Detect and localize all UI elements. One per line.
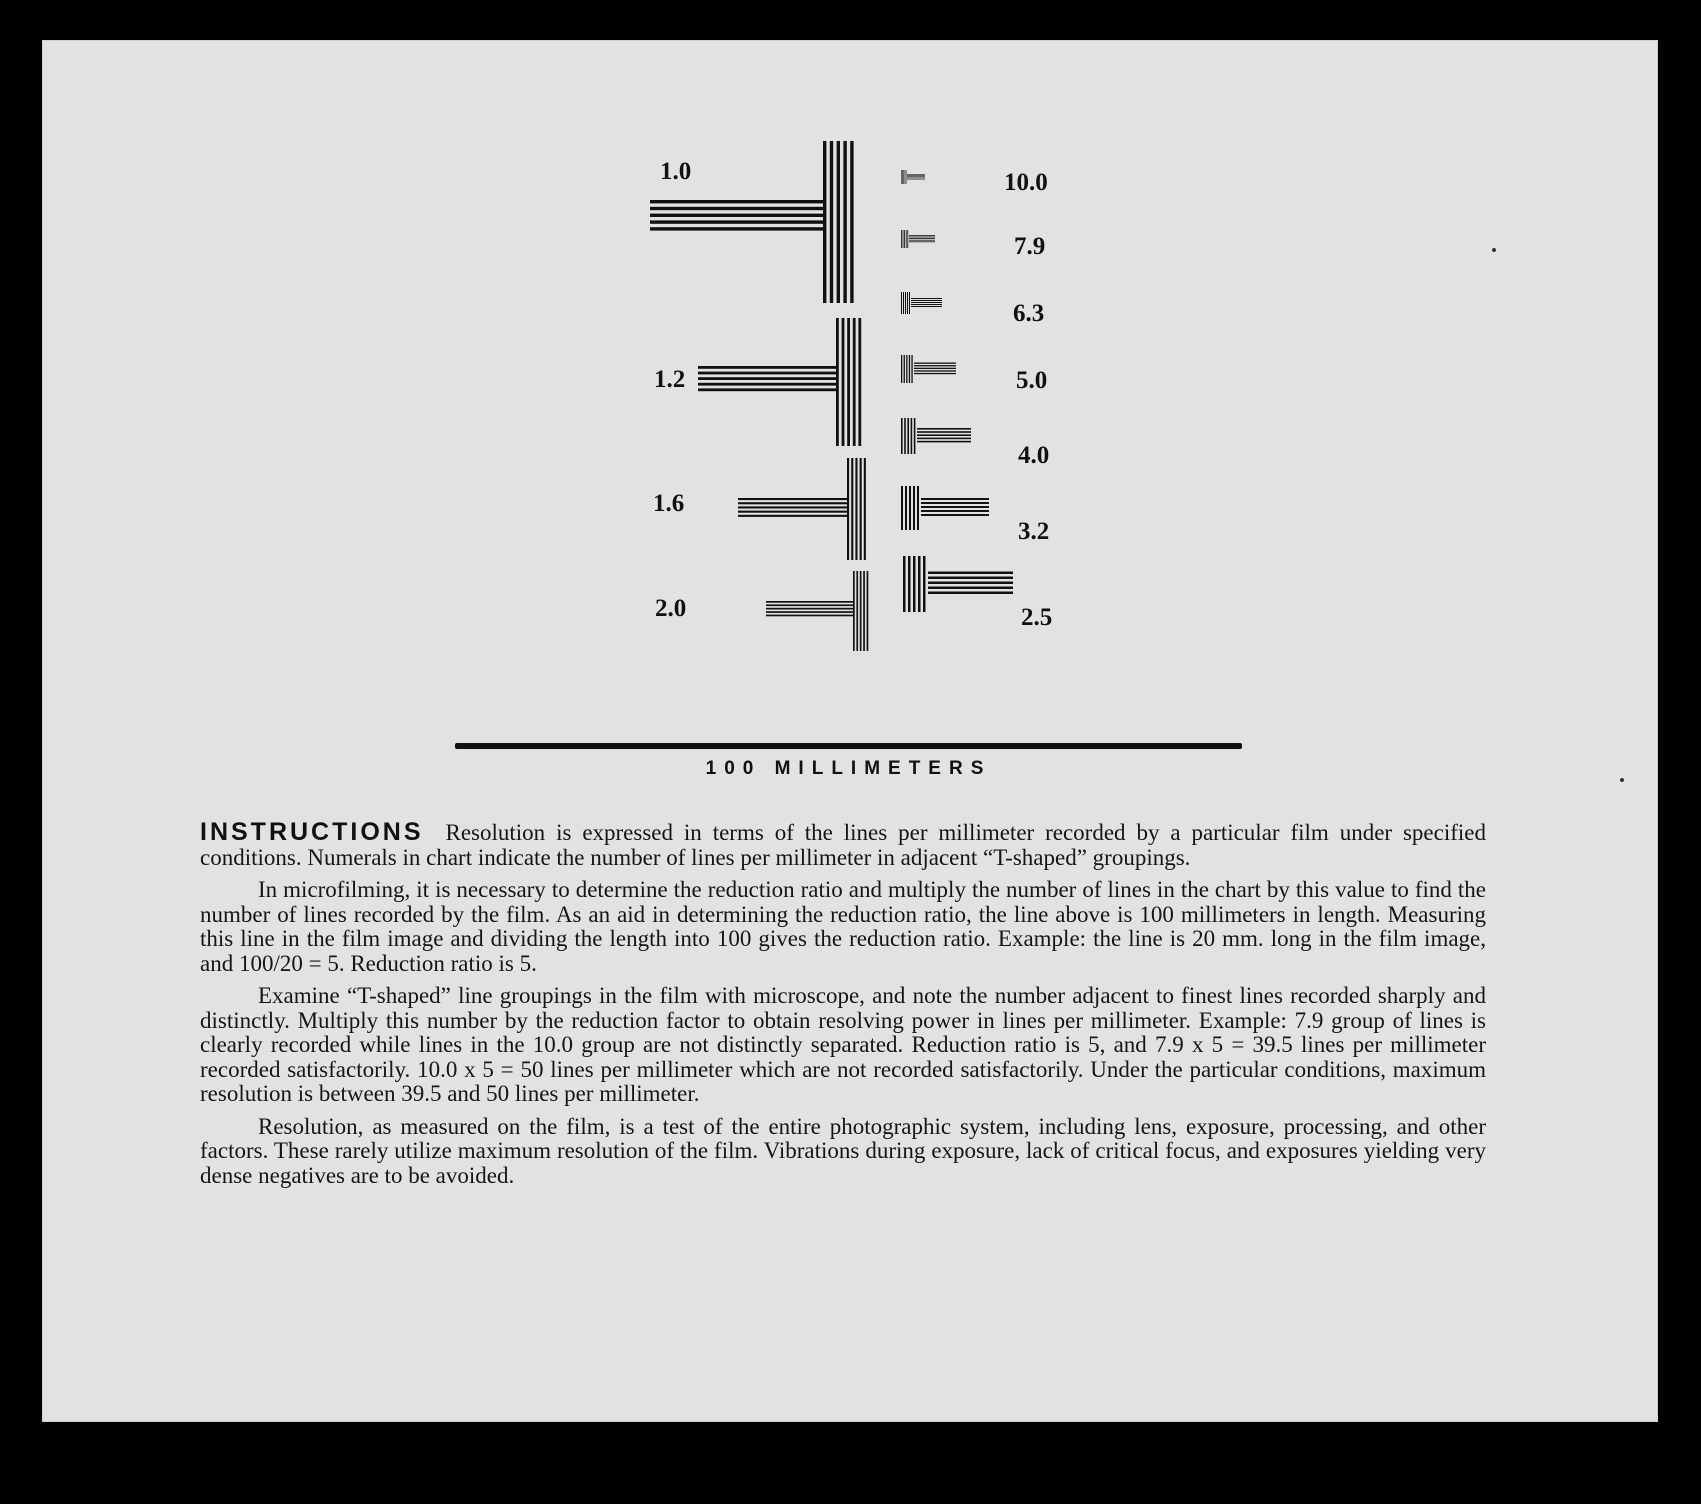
t-group-1-2-vbar: [858, 318, 861, 446]
t-group-10-0-vbar: [901, 170, 902, 184]
instructions-block: [200, 820, 1486, 1196]
t-group-6-3-vbar: [907, 292, 908, 314]
t-group-2-5-vbar: [913, 556, 916, 612]
t-group-6-3-vbar: [905, 292, 906, 314]
t-group-3-2-hbar: [921, 510, 989, 512]
instructions-heading: INSTRUCTIONS: [200, 818, 424, 846]
t-group-6-3-vbar: [901, 292, 902, 314]
t-group-7-9-vbar: [901, 230, 902, 248]
t-group-1-6-vbar: [864, 458, 866, 560]
t-group-1-6-hbar: [738, 515, 847, 517]
t-group-2-5-hbar: [928, 587, 1013, 590]
t-group-10-0-hbar: [907, 176, 925, 177]
t-group-4-0-vbar: [901, 418, 903, 454]
t-group-2-5-hbar: [928, 577, 1013, 580]
instructions-paragraph-3: Examine “T-shaped” line groupings in the film with microscope, and note the number adjacent to finest lines recorded sharply and distinctly. Multiply this number by the reduction factor to obtain resolving power in lines per millimeter. Example: 7.9 group of lines is clearly recorded while lines in the 10.0 group are not distinctly separated. Reduction ratio is 5, and 7.9 x 5 = 39.5 lines per millimeter recorded satisfactorily. 10.0 x 5 = 50 lines per millimeter which are not recorded satisfactorily. Under the particular conditions, maximum resolution is between 39.5 and 50 lines per millimeter.: [200, 983, 1486, 1106]
t-group-10-0-hbar: [907, 179, 925, 180]
t-group-1-0-hbar: [650, 214, 823, 217]
t-group-1-2-hbar: [698, 383, 836, 386]
t-group-6-3-vbar: [909, 292, 910, 314]
scale-line-100mm: [455, 743, 1242, 749]
t-group-4-0-hbar: [917, 428, 971, 430]
t-group-2-5-hbar: [928, 582, 1013, 585]
t-group-7-9-vbar: [907, 230, 908, 248]
t-group-1-6-vbar: [860, 458, 862, 560]
t-group-1-6-hbar: [738, 511, 847, 513]
t-group-1-2-vbar: [842, 318, 845, 446]
t-group-2-5-vbar: [908, 556, 911, 612]
t-group-3-2-vbar: [901, 486, 903, 530]
t-group-5-0-vbar: [906, 355, 907, 383]
t-group-2-5-vbar: [918, 556, 921, 612]
t-group-2-0-vbar: [856, 571, 858, 651]
t-group-1-2-hbar: [698, 372, 836, 375]
t-group-10-0-hbar: [907, 174, 925, 175]
t-group-2-0-hbar: [766, 604, 853, 606]
t-group-5-0-vbar: [901, 355, 902, 383]
t-group-6-3-hbar: [911, 302, 942, 303]
t-group-10-0-hbar: [907, 175, 925, 176]
instructions-paragraph-4: Resolution, as measured on the film, is a test of the entire photographic system, including lens, exposure, processing, and other factors. These rarely utilize maximum resolution of the film. Vibrations during exposure, lack of critical focus, and exposures yielding very dense negatives are to be avoided.: [200, 1113, 1486, 1188]
t-group-1-6-vbar: [855, 458, 857, 560]
t-group-7-9-hbar: [909, 240, 935, 241]
t-group-2-0-hbar: [766, 608, 853, 610]
t-group-1-0-vbar: [843, 141, 846, 303]
t-group-3-2-vbar: [905, 486, 907, 530]
t-group-7-9-vbar: [904, 230, 905, 248]
t-group-7-9-hbar: [909, 237, 935, 238]
t-group-7-9-hbar: [909, 238, 935, 239]
t-group-2-0-vbar: [863, 571, 865, 651]
t-group-7-9-vbar: [906, 230, 907, 248]
t-group-10-0-vbar: [906, 170, 907, 184]
t-group-1-6-vbar: [847, 458, 849, 560]
t-group-5-0-vbar: [909, 355, 910, 383]
t-group-2-5-vbar: [903, 556, 906, 612]
group-label-6-3: 6.3: [1013, 300, 1045, 327]
t-group-1-0-hbar: [650, 227, 823, 230]
t-group-1-6-hbar: [738, 502, 847, 504]
t-group-10-0-vbar: [905, 170, 906, 184]
group-label-7-9: 7.9: [1014, 233, 1046, 260]
group-label-1-6: 1.6: [653, 490, 685, 517]
t-group-3-2-hbar: [921, 506, 989, 508]
t-group-5-0-hbar: [914, 373, 956, 374]
group-label-2-5: 2.5: [1021, 604, 1053, 631]
t-group-5-0-vbar: [904, 355, 905, 383]
t-group-4-0-vbar: [907, 418, 909, 454]
t-group-1-0-vbar: [823, 141, 826, 303]
t-group-1-0-vbar: [837, 141, 840, 303]
t-group-2-5-vbar: [923, 556, 926, 612]
t-group-1-6-hbar: [738, 498, 847, 500]
t-group-3-2-hbar: [921, 502, 989, 504]
t-group-1-2-vbar: [836, 318, 839, 446]
t-group-4-0-vbar: [911, 418, 913, 454]
scale-caption: 100 MILLIMETERS: [705, 758, 992, 779]
t-group-4-0-vbar: [914, 418, 916, 454]
dust-speck: [1492, 248, 1496, 252]
t-group-6-3-hbar: [911, 298, 942, 299]
t-group-7-9-hbar: [909, 241, 935, 242]
instructions-paragraph-2: In microfilming, it is necessary to determine the reduction ratio and multiply the number of lines in the chart by this value to find the number of lines recorded by the film. As an aid in determining the reduction ratio, the line above is 100 millimeters in length. Measuring this line in the film image and dividing the length into 100 gives the reduction ratio. Example: the line is 20 mm. long in the film image, and 100/20 = 5. Reduction ratio is 5.: [200, 877, 1486, 976]
t-group-1-0-hbar: [650, 207, 823, 210]
t-group-3-2-hbar: [921, 514, 989, 516]
t-group-10-0-hbar: [907, 178, 925, 179]
t-group-1-2-vbar: [847, 318, 850, 446]
t-group-2-5-hbar: [928, 572, 1013, 575]
group-label-10-0: 10.0: [1004, 169, 1048, 196]
t-group-1-0-hbar: [650, 200, 823, 203]
t-group-10-0-vbar: [902, 170, 903, 184]
t-group-6-3-hbar: [911, 300, 942, 301]
t-group-3-2-hbar: [921, 498, 989, 500]
t-group-1-6-hbar: [738, 506, 847, 508]
t-group-2-0-hbar: [766, 615, 853, 617]
group-label-1-0: 1.0: [660, 158, 692, 185]
t-group-5-0-hbar: [914, 370, 956, 371]
t-group-4-0-hbar: [917, 431, 971, 433]
t-group-5-0-vbar: [911, 355, 912, 383]
t-group-3-2-vbar: [909, 486, 911, 530]
t-group-4-0-hbar: [917, 434, 971, 436]
t-group-10-0-vbar: [903, 170, 904, 184]
t-group-1-2-hbar: [698, 366, 836, 369]
t-group-1-2-hbar: [698, 377, 836, 380]
t-group-1-0-hbar: [650, 220, 823, 223]
t-group-7-9-vbar: [903, 230, 904, 248]
t-group-6-3-hbar: [911, 306, 942, 307]
t-group-5-0-hbar: [914, 368, 956, 369]
t-group-2-0-hbar: [766, 601, 853, 603]
t-group-3-2-vbar: [917, 486, 919, 530]
t-group-1-6-vbar: [851, 458, 853, 560]
t-group-2-0-vbar: [853, 571, 855, 651]
t-group-5-0-hbar: [914, 365, 956, 366]
t-group-1-0-vbar: [830, 141, 833, 303]
t-group-1-2-vbar: [853, 318, 856, 446]
t-group-6-3-vbar: [903, 292, 904, 314]
t-group-3-2-vbar: [913, 486, 915, 530]
t-group-2-5-hbar: [928, 592, 1013, 595]
group-label-3-2: 3.2: [1018, 518, 1050, 545]
t-group-1-0-vbar: [850, 141, 853, 303]
t-group-4-0-hbar: [917, 438, 971, 440]
instructions-paragraph-1-text: Resolution is expressed in terms of the lines per millimeter recorded by a particular film under specified conditions. Numerals in chart indicate the number of lines per millimeter in adjacent “T-shaped” groupings.: [200, 820, 1486, 870]
t-group-4-0-hbar: [917, 441, 971, 443]
t-group-1-2-hbar: [698, 388, 836, 391]
dust-speck: [1620, 778, 1624, 782]
group-label-2-0: 2.0: [655, 595, 687, 622]
instructions-paragraph-1: [200, 820, 1486, 870]
t-group-2-0-hbar: [766, 611, 853, 613]
t-group-7-9-hbar: [909, 235, 935, 236]
t-group-5-0-hbar: [914, 363, 956, 364]
group-label-5-0: 5.0: [1016, 367, 1048, 394]
group-label-1-2: 1.2: [654, 366, 686, 393]
t-group-6-3-hbar: [911, 304, 942, 305]
t-group-2-0-vbar: [867, 571, 869, 651]
group-label-4-0: 4.0: [1018, 442, 1050, 469]
t-group-4-0-vbar: [904, 418, 906, 454]
t-group-2-0-vbar: [860, 571, 862, 651]
